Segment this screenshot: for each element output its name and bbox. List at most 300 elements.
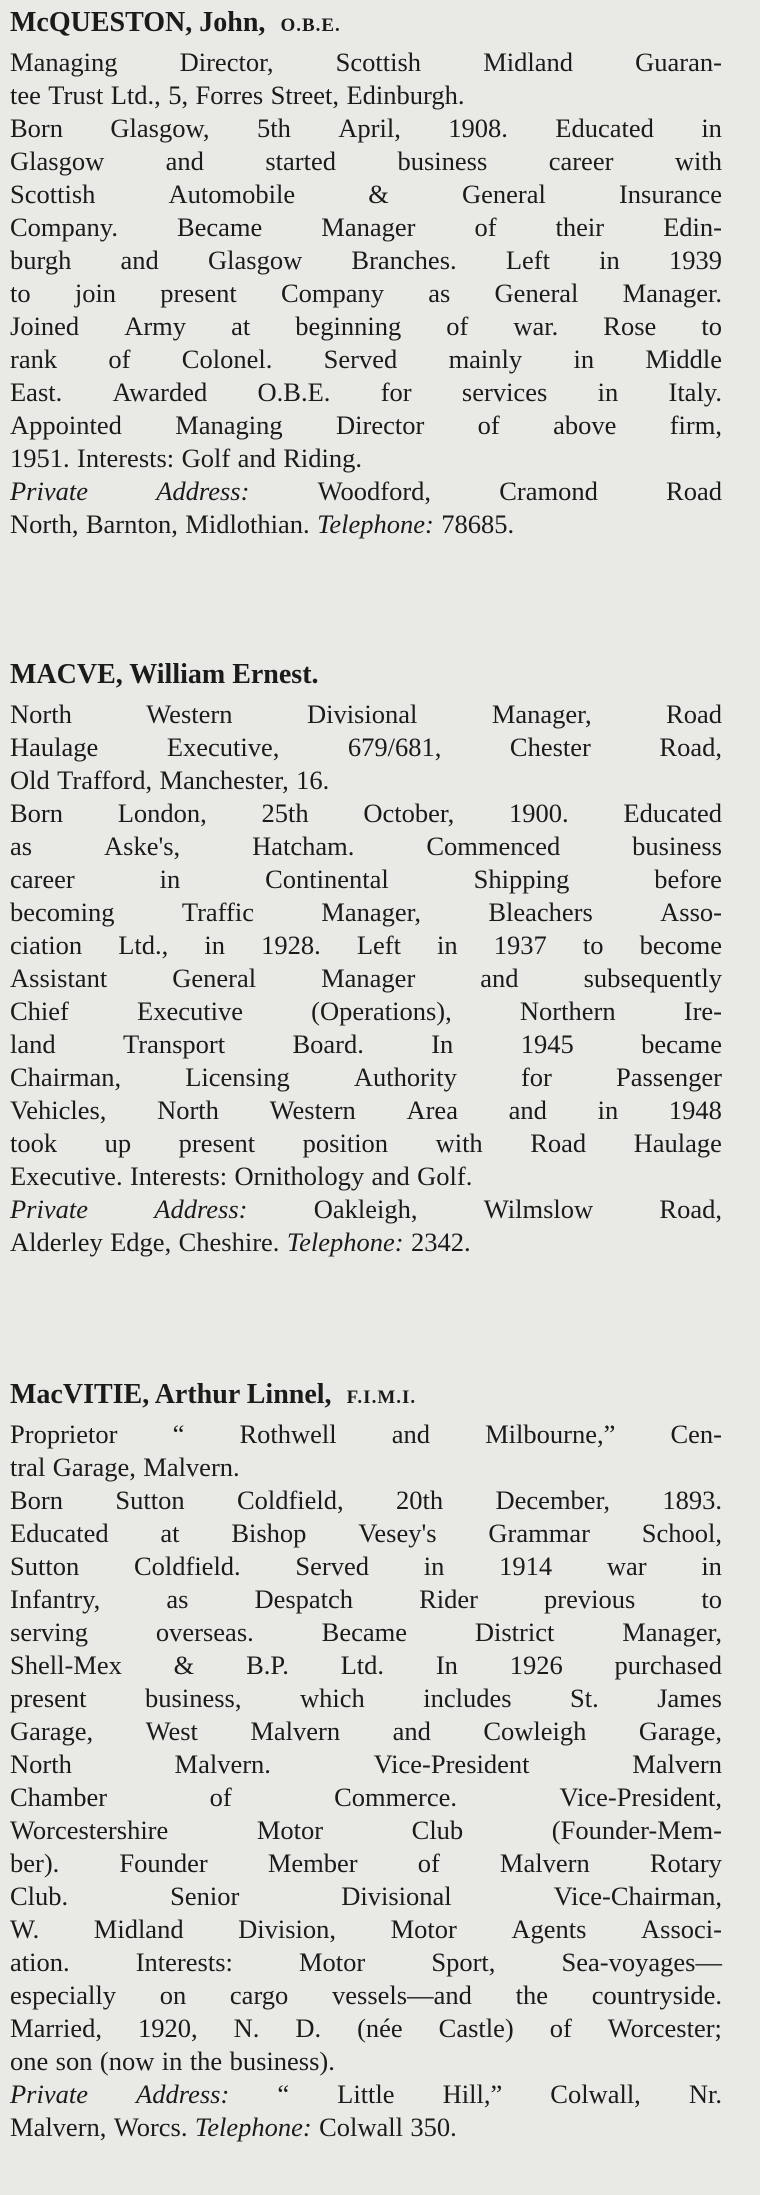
word: Chamber (10, 1782, 108, 1812)
word: 1928. (261, 930, 321, 960)
word: Road (666, 699, 722, 729)
word: Motor (390, 1914, 457, 1944)
word: burgh (10, 245, 72, 275)
text-line (10, 1814, 722, 1847)
word: In (431, 1029, 454, 1059)
text-line (10, 929, 722, 962)
word: Telephone: (317, 509, 434, 539)
word: Vehicles, (10, 1095, 107, 1125)
word: Edin- (663, 212, 722, 242)
word: General (494, 278, 579, 308)
entry-name (10, 1378, 722, 1412)
word: ciation (10, 930, 83, 960)
word: Private (10, 476, 88, 506)
word: war. (513, 311, 559, 341)
word: Divisional (341, 1881, 452, 1911)
word: and (165, 146, 204, 176)
text-line (10, 731, 722, 764)
word: Scottish (335, 47, 422, 77)
word: O.B.E. (257, 377, 331, 407)
text-line (10, 2078, 722, 2111)
word: Oakleigh, (313, 1194, 418, 1224)
word: business). (229, 2046, 335, 2076)
word: Malvern, (10, 2112, 107, 2142)
text-line (10, 343, 722, 376)
text-line (10, 995, 722, 1028)
word: Ltd. (340, 1650, 385, 1680)
word: Traffic (181, 897, 254, 927)
word: and (508, 1095, 547, 1125)
word: Alderley (10, 1227, 103, 1257)
word: Midland (93, 1914, 184, 1944)
text-line (10, 1649, 722, 1682)
text-line (10, 1583, 722, 1616)
word: Interests: (77, 443, 175, 473)
word: Telephone: (286, 1227, 404, 1257)
word: ation. (10, 1947, 70, 1977)
word: Coldfield, (236, 1485, 344, 1515)
text-line (10, 1193, 722, 1226)
word: to (701, 311, 722, 341)
word: took (10, 1128, 58, 1158)
entry-body (10, 1418, 722, 2144)
text-line (10, 764, 722, 797)
word: Cowleigh (483, 1716, 587, 1746)
word: Assistant (10, 963, 108, 993)
text-line (10, 698, 722, 731)
word: Educated (623, 798, 722, 828)
word: Midland (483, 47, 573, 77)
word: present (160, 278, 237, 308)
word: Served (323, 344, 398, 374)
word: firm, (669, 410, 722, 440)
word: Ltd., (110, 80, 161, 110)
word: career (548, 146, 614, 176)
word: N. (233, 2013, 260, 2043)
word: Vice-President, (559, 1782, 722, 1812)
word: West (145, 1716, 198, 1746)
word: Club. (10, 1881, 69, 1911)
word: vessels—and (332, 1980, 472, 2010)
word: tee (10, 80, 41, 110)
word: of (549, 2013, 572, 2043)
word: in (204, 930, 225, 960)
word: Colwall, (550, 2079, 641, 2109)
word: Manager, (622, 1617, 722, 1647)
word: to (10, 278, 31, 308)
word: becoming (10, 897, 115, 927)
word: Senior (170, 1881, 240, 1911)
word: General (461, 179, 546, 209)
word: (Founder-Mem- (551, 1815, 722, 1845)
word: in (597, 1095, 619, 1125)
text-line (10, 1682, 722, 1715)
word: Private (10, 1194, 88, 1224)
word: Wilmslow (483, 1194, 594, 1224)
word: at (231, 311, 251, 341)
text-line (10, 145, 722, 178)
word: Shipping (473, 864, 570, 894)
word: Vice-President (373, 1749, 530, 1779)
word: Northern (519, 996, 616, 1026)
word: “ (277, 2079, 290, 2109)
word: Glasgow (208, 245, 303, 275)
word: and (120, 245, 159, 275)
word: the (189, 2046, 223, 2076)
word: Sutton (10, 1551, 80, 1581)
text-line (10, 1781, 722, 1814)
text-line (10, 1715, 722, 1748)
word: Company (281, 278, 385, 308)
word: Motor (298, 1947, 366, 1977)
word: Cheshire. (178, 1227, 280, 1257)
word: Founder (119, 1848, 208, 1878)
word: Awarded (112, 377, 208, 407)
text-line (10, 2045, 722, 2078)
entry-macvitie (10, 1378, 722, 2144)
word: business, (145, 1683, 242, 1713)
text-line (10, 1418, 722, 1451)
word: the (515, 1980, 548, 2010)
word: of (446, 311, 469, 341)
word: Colonel. (181, 344, 273, 374)
word: Midlothian. (185, 509, 310, 539)
word: on (159, 1980, 187, 2010)
word: which (299, 1683, 365, 1713)
word: with (674, 146, 722, 176)
word: Forres (195, 80, 264, 110)
word: Manager (321, 212, 416, 242)
word: and (237, 443, 276, 473)
word: Chester (509, 732, 591, 762)
word: in (437, 930, 458, 960)
word: in (423, 1551, 445, 1581)
word: Board. (292, 1029, 364, 1059)
word: previous (544, 1584, 636, 1614)
text-line (10, 1028, 722, 1061)
word: 1926 (509, 1650, 563, 1680)
entry-given-name: William Ernest. (129, 659, 319, 690)
word: Vesey's (358, 1518, 437, 1548)
word: serving (10, 1617, 89, 1647)
word: W. (10, 1914, 40, 1944)
text-line (10, 1061, 722, 1094)
text-line (10, 376, 722, 409)
word: Golf. (417, 1161, 473, 1191)
word: son (55, 2046, 93, 2076)
word: Road (666, 476, 722, 506)
entry-body (10, 46, 722, 541)
word: Asso- (660, 897, 722, 927)
word: in (161, 2046, 183, 2076)
word: April, (338, 113, 401, 143)
word: Manchester, (159, 765, 289, 795)
word: East. (10, 377, 63, 407)
word: Edinburgh. (346, 80, 465, 110)
word: business (632, 831, 722, 861)
word: present (10, 1683, 87, 1713)
word: ber). (10, 1848, 60, 1878)
word: Grammar (488, 1518, 590, 1548)
word: London, (117, 798, 207, 828)
word: School, (641, 1518, 722, 1548)
word: and (392, 1716, 431, 1746)
word: Edge, (110, 1227, 172, 1257)
word: 1948 (668, 1095, 722, 1125)
word: subsequently (583, 963, 722, 993)
word: Divisional (306, 699, 418, 729)
word: 1893. (662, 1485, 722, 1515)
word: Club (411, 1815, 464, 1845)
word: North (10, 699, 72, 729)
word: Road, (659, 1194, 722, 1224)
word: James (657, 1683, 722, 1713)
word: Worcester; (607, 2013, 722, 2043)
word: Rotary (649, 1848, 722, 1878)
entry-mcqueston (10, 6, 722, 541)
text-line (10, 442, 722, 475)
word: 16. (296, 765, 330, 795)
word: Commerce. (334, 1782, 458, 1812)
word: of (417, 1848, 440, 1878)
word: “ (172, 1419, 185, 1449)
text-line (10, 1160, 722, 1193)
entry-name (10, 6, 722, 40)
word: Educated (10, 1518, 109, 1548)
word: Executive (137, 996, 243, 1026)
word: Woodford, (317, 476, 432, 506)
entry-given-name: Arthur Linnel, (154, 1379, 332, 1410)
word: Road (530, 1128, 587, 1158)
word: in (159, 864, 181, 894)
word: as (428, 278, 451, 308)
word: Bishop (231, 1518, 307, 1548)
text-line (10, 1484, 722, 1517)
word: 5th (256, 113, 291, 143)
word: Joined (10, 311, 80, 341)
text-line (10, 896, 722, 929)
word: Authority (353, 1062, 457, 1092)
word: beginning (295, 311, 402, 341)
word: Executive, (166, 732, 280, 762)
entry-surname: McQUESTON, (10, 7, 193, 38)
entry-honours: F.I.M.I. (346, 1387, 417, 1408)
text-line (10, 1913, 722, 1946)
word: Sea-voyages— (561, 1947, 722, 1977)
word: Worcs. (113, 2112, 188, 2142)
word: October, (363, 798, 455, 828)
text-line (10, 1616, 722, 1649)
word: Army (124, 311, 187, 341)
word: Infantry, (10, 1584, 101, 1614)
word: Company. (10, 212, 118, 242)
word: 1914 (499, 1551, 553, 1581)
word: Rose (603, 311, 657, 341)
word: and (371, 1161, 410, 1191)
word: rank (10, 344, 58, 374)
word: Licensing (185, 1062, 290, 1092)
word: Appointed (10, 410, 122, 440)
word: Malvern (499, 1848, 590, 1878)
word: Glasgow (10, 146, 105, 176)
word: became (641, 1029, 722, 1059)
word: Hill,” (442, 2079, 503, 2109)
word: Left (356, 930, 401, 960)
word: become (639, 930, 722, 960)
text-line (10, 1880, 722, 1913)
word: Chief (10, 996, 69, 1026)
word: Nr. (688, 2079, 722, 2109)
word: of (209, 1782, 232, 1812)
word: Area (406, 1095, 458, 1125)
word: District (474, 1617, 555, 1647)
word: Barnton, (85, 509, 178, 539)
text-line (10, 962, 722, 995)
word: Manager (321, 963, 416, 993)
word: Malvern. (174, 1749, 271, 1779)
word: in (573, 344, 595, 374)
word: Division, (238, 1914, 337, 1944)
word: Glasgow, (110, 113, 210, 143)
word: in (597, 377, 619, 407)
word: Served (295, 1551, 370, 1581)
word: Interests: (135, 1947, 233, 1977)
word: In (435, 1650, 458, 1680)
entry-body (10, 698, 722, 1259)
word: up (104, 1128, 132, 1158)
word: Telephone: (194, 2112, 312, 2142)
text-line (10, 863, 722, 896)
word: purchased (614, 1650, 722, 1680)
word: Italy. (668, 377, 722, 407)
text-line (10, 46, 722, 79)
text-line (10, 277, 722, 310)
word: Little (337, 2079, 395, 2109)
word: Proprietor (10, 1419, 118, 1449)
word: Commenced (426, 831, 561, 861)
word: before (654, 864, 722, 894)
text-line (10, 310, 722, 343)
word: for (520, 1062, 552, 1092)
word: Managing (175, 410, 283, 440)
word: Director (336, 410, 425, 440)
word: D. (295, 2013, 322, 2043)
word: Trafford, (57, 765, 153, 795)
word: to (582, 930, 604, 960)
word: and (480, 963, 519, 993)
word: Haulage (633, 1128, 722, 1158)
word: Ltd., (118, 930, 169, 960)
text-line (10, 1946, 722, 1979)
word: in (701, 113, 722, 143)
word: 1945 (520, 1029, 574, 1059)
word: 20th (396, 1485, 444, 1515)
word: Associ- (641, 1914, 722, 1944)
word: Ire- (683, 996, 722, 1026)
text-line (10, 1517, 722, 1550)
word: Passenger (615, 1062, 722, 1092)
word: in (599, 245, 620, 275)
word: Born (10, 113, 63, 143)
word: career (10, 864, 75, 894)
word: Road, (659, 732, 722, 762)
word: cargo (229, 1980, 289, 2010)
word: Insurance (618, 179, 722, 209)
word: services (461, 377, 548, 407)
text-line (10, 2012, 722, 2045)
word: especially (10, 1980, 116, 2010)
word: 1920, (137, 2013, 198, 2043)
entry-given-name: John, (199, 7, 266, 38)
text-line (10, 1748, 722, 1781)
word: Coldfield. (133, 1551, 241, 1581)
word: St. (570, 1683, 599, 1713)
text-line (10, 797, 722, 830)
word: Aske's, (104, 831, 181, 861)
word: Colwall (319, 2112, 403, 2142)
text-line (10, 1550, 722, 1583)
word: Milbourne,” (485, 1419, 616, 1449)
word: Director, (179, 47, 274, 77)
word: Transport (123, 1029, 226, 1059)
word: includes (423, 1683, 512, 1713)
word: Riding. (283, 443, 363, 473)
entry-surname: MacVITIE, (10, 1379, 150, 1410)
word: at (160, 1518, 180, 1548)
word: position (302, 1128, 389, 1158)
word: Sutton (115, 1485, 185, 1515)
text-line (10, 211, 722, 244)
word: 1937 (493, 930, 547, 960)
word: Hatcham. (252, 831, 355, 861)
text-line (10, 475, 722, 508)
word: Worcestershire (10, 1815, 169, 1845)
word: 1900. (509, 798, 569, 828)
word: Agents (511, 1914, 587, 1944)
word: Ornithology (234, 1161, 365, 1191)
word: 679/681, (347, 732, 442, 762)
word: Address: (154, 1194, 248, 1224)
word: Became (176, 212, 263, 242)
word: Sport, (431, 1947, 496, 1977)
word: Married, (10, 2013, 102, 2043)
word: war (606, 1551, 647, 1581)
word: business (397, 146, 488, 176)
text-line (10, 1847, 722, 1880)
word: mainly (448, 344, 523, 374)
word: 5, (168, 80, 189, 110)
word: Guaran- (635, 47, 722, 77)
word: Despatch (254, 1584, 354, 1614)
word: Cen- (670, 1419, 722, 1449)
word: (now (99, 2046, 155, 2076)
word: overseas. (155, 1617, 254, 1647)
word: Member (267, 1848, 358, 1878)
word: Malvern (250, 1716, 341, 1746)
text-line (10, 1094, 722, 1127)
word: 350. (410, 2112, 457, 2142)
word: Old (10, 765, 50, 795)
word: Chairman, (10, 1062, 122, 1092)
entry-surname: MACVE, (10, 659, 123, 690)
text-line (10, 508, 722, 541)
word: and (391, 1419, 430, 1449)
text-line (10, 1127, 722, 1160)
text-line (10, 244, 722, 277)
word: General (172, 963, 257, 993)
entry-name (10, 658, 722, 692)
word: Educated (555, 113, 654, 143)
